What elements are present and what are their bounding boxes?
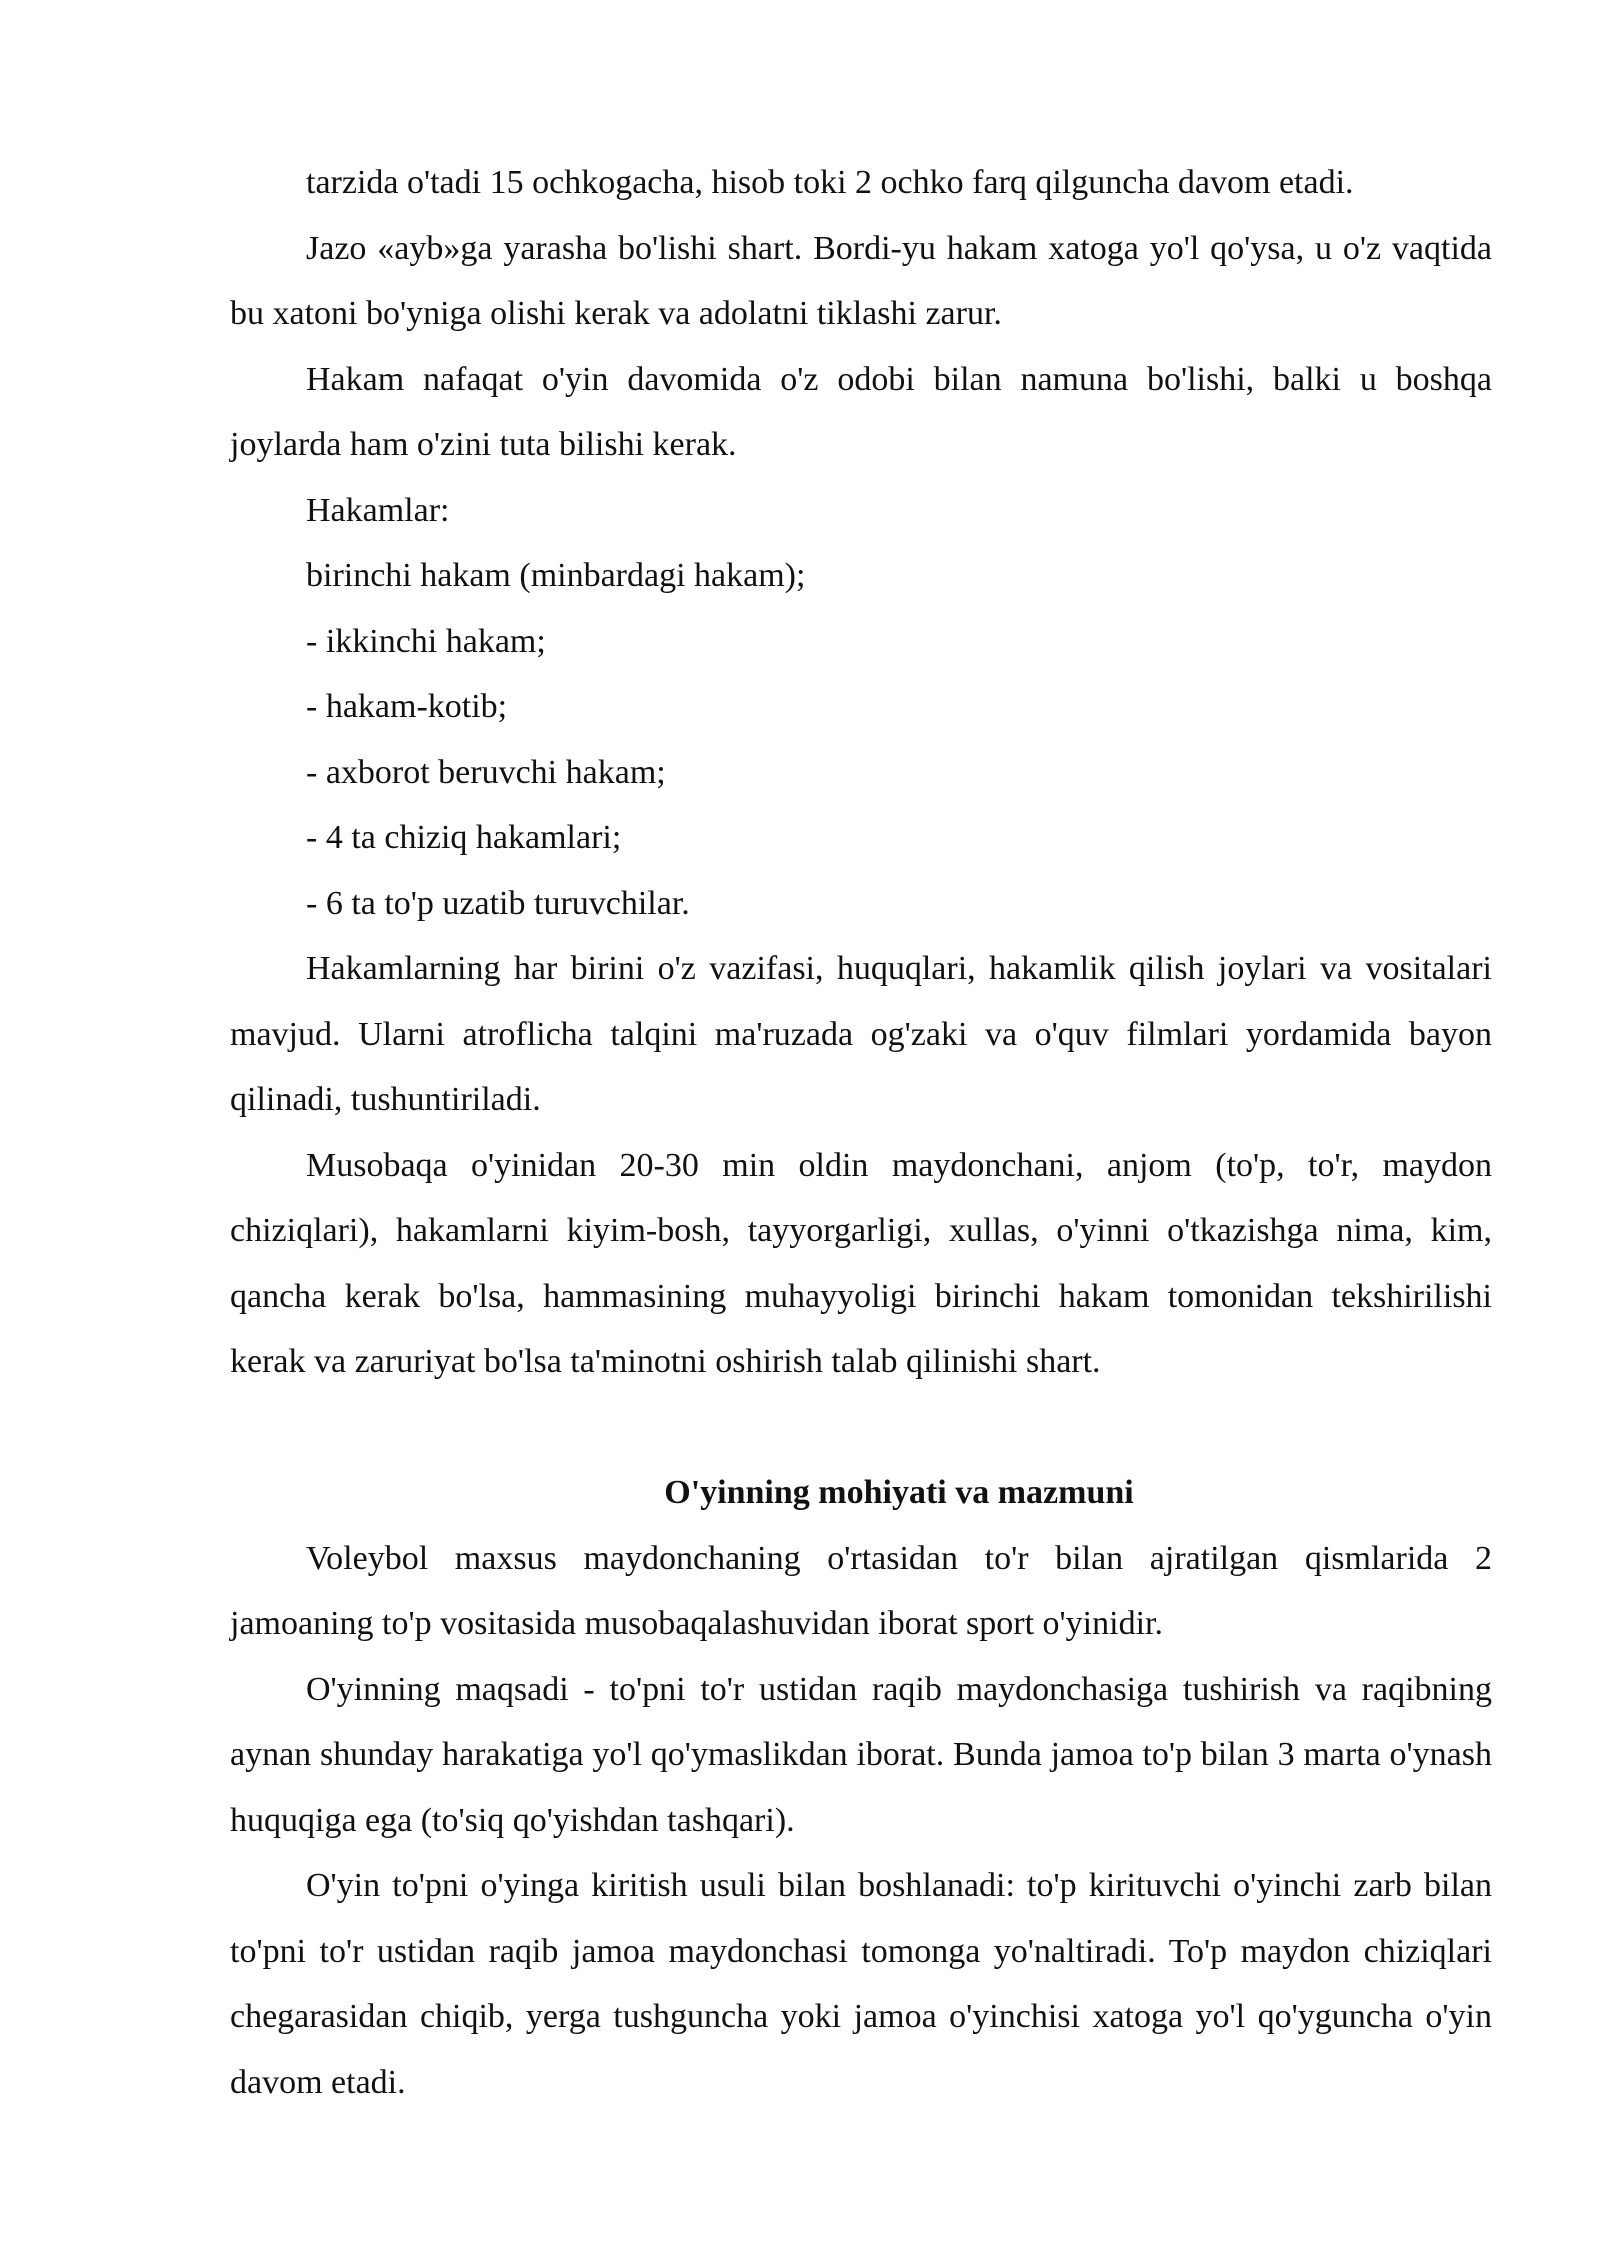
- list-item: - axborot beruvchi hakam;: [306, 753, 666, 791]
- list-item: - ikkinchi hakam;: [306, 622, 546, 660]
- paragraph-game-objective: O'yinning maqsadi - to'pni to'r ustidan raqib maydonchasiga tushirish va raqibning aynan shunday harakatiga yo'l qo'ymaslikdan iborat. Bunda jamoa to'p bilan 3 marta o'ynash huquqiga ega (to'siq qo'yishdan tashqari).: [230, 1670, 1492, 1839]
- paragraph-scoring-continuation: tarzida o'tadi 15 ochkogacha, hisob toki 2 ochko farq qilguncha davom etadi.: [306, 164, 1354, 201]
- referees-list: [230, 543, 1492, 936]
- paragraph-penalty: Jazo «ayb»ga yarasha bo'lishi shart. Bordi-yu hakam xatoga yo'l qo'ysa, u o'z vaqtida bu xatoni bo'yniga olishi kerak va adolatni tiklashi zarur.: [230, 229, 1492, 332]
- list-item: - hakam-kotib;: [306, 688, 508, 725]
- referees-label: Hakamlar:: [306, 491, 450, 529]
- paragraph-referee-duties: Hakamlarning har birini o'z vazifasi, huquqlari, hakamlik qilish joylari va vositalari mavjud. Ularni atroflicha talqini ma'ruzada og'zaki va o'quv filmlari yordamida bayon qilinadi, tushuntiriladi.: [230, 950, 1492, 1118]
- paragraph-pre-match-check: Musobaqa o'yinidan 20-30 min oldin maydonchani, anjom (to'p, to'r, maydon chiziqlari), hakamlarni kiyim-bosh, tayyorgarligi, xullas, o'yinni o'tkazishga nima, kim, qancha kerak bo'lsa, hammasining muhayyoligi birinchi hakam tomonidan tekshirilishi kerak va zaruriyat bo'lsa ta'minotni oshirish talab qilinishi shart.: [230, 1146, 1492, 1380]
- list-item: - 4 ta chiziq hakamlari;: [306, 819, 622, 856]
- paragraph-game-start: O'yin to'pni o'yinga kiritish usuli bilan boshlanadi: to'p kirituvchi o'yinchi zarb bilan to'pni to'r ustidan raqib jamoa maydonchasi tomonga yo'naltiradi. To'p maydon chiziqlari chegarasidan chiqib, yerga tushguncha yoki jamoa o'yinchisi xatoga yo'l qo'yguncha o'yin davom etadi.: [230, 1867, 1492, 2101]
- section-heading: O'yinning mohiyati va mazmuni: [664, 1474, 1134, 1511]
- list-item: birinchi hakam (minbardagi hakam);: [306, 557, 806, 594]
- paragraph-referee-conduct: Hakam nafaqat o'yin davomida o'z odobi bilan namuna bo'lishi, balki u boshqa joylarda ham o'zini tuta bilishi kerak.: [230, 360, 1492, 463]
- list-item: - 6 ta to'p uzatib turuvchilar.: [306, 884, 690, 922]
- paragraph-volleyball-definition: Voleybol maxsus maydonchaning o'rtasidan to'r bilan ajratilgan qismlarida 2 jamoaning to'p vositasida musobaqalashuvidan iborat sport o'yinidir.: [230, 1539, 1492, 1642]
- document-page: [230, 150, 1492, 2115]
